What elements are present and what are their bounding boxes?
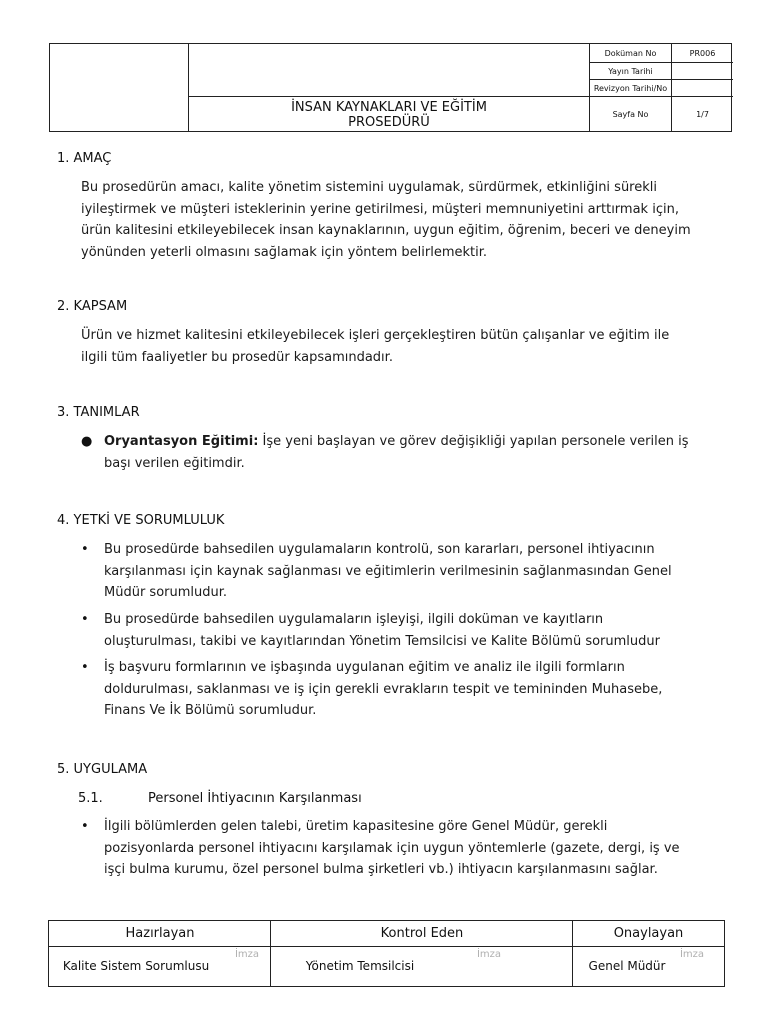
meta-label: Yayın Tarihi [590, 63, 672, 79]
text-line: karşılanması için kaynak sağlanması ve eğitimlerin verilmesinin sağlanmasından Genel [104, 563, 672, 579]
subsection-number: 5.1. [78, 791, 103, 806]
section-title-yetki: 4. YETKİ VE SORUMLULUK [57, 513, 225, 528]
bullet-icon: • [81, 819, 89, 834]
text-line: Bu prosedürün amacı, kalite yönetim sistemini uygulamak, sürdürmek, etkinliğini sürekli [81, 180, 657, 195]
section-body-amac [81, 177, 719, 263]
signature-name-controlled: Yönetim Temsilcisi [305, 959, 415, 973]
definition-line: başı verilen eğitimdir. [104, 455, 245, 471]
text-line: iyileştirmek ve müşteri isteklerinin yerine getirilmesi, müşteri memnuniyetini arttırmak için, [81, 201, 679, 217]
text-line: Bu prosedürde bahsedilen uygulamaların işleyişi, ilgili doküman ve kayıtların [104, 612, 604, 627]
document-meta [589, 44, 732, 132]
meta-label: Sayfa No [590, 97, 672, 132]
text-line: yönünden yeterli olmasını sağlamak için yöntem belirlemektir. [81, 244, 488, 260]
signature-header-prepared: Hazırlayan [125, 926, 195, 941]
title-line-2: PROSEDÜRÜ [348, 115, 430, 130]
document-header-table [49, 43, 732, 132]
text-line: İlgili bölümlerden gelen talebi, üretim kapasitesine göre Genel Müdür, gerekli [104, 819, 608, 834]
meta-value [672, 63, 733, 79]
signature-imza-label: İmza [476, 949, 502, 960]
definition-line [104, 431, 719, 453]
section-body-kapsam [81, 325, 719, 368]
definition-item [104, 431, 719, 474]
subsection-title: Personel İhtiyacının Karşılanması [148, 791, 362, 806]
signature-name-approved: Genel Müdür [588, 959, 666, 973]
text-line: oluşturulması, takibi ve kayıtlarından Yönetim Temsilcisi ve Kalite Bölümü sorumludur [104, 633, 660, 649]
meta-label: Doküman No [590, 44, 672, 62]
bullet-icon: • [81, 542, 89, 557]
bullet-icon: • [81, 660, 89, 675]
title-line-1: İNSAN KAYNAKLARI VE EĞİTİM [291, 100, 487, 115]
meta-row-revision [590, 80, 733, 97]
responsibility-item [104, 539, 719, 604]
meta-value: PR006 [689, 49, 716, 58]
signature-header-approved: Onaylayan [613, 926, 684, 941]
section-title-uygulama: 5. UYGULAMA [57, 762, 148, 777]
meta-row-document-no [590, 44, 733, 63]
text-line: Müdür sorumludur. [104, 585, 228, 600]
logo-cell [50, 44, 189, 132]
definition-term: Oryantasyon Eğitimi: [104, 434, 259, 449]
meta-value [672, 80, 733, 96]
meta-label: Revizyon Tarihi/No [590, 80, 672, 96]
text-line: İş başvuru formlarının ve işbaşında uygulanan eğitim ve analiz ile ilgili formların [104, 660, 625, 675]
text-line: doldurulması, saklanması ve iş için gerekli evrakların tespit ve temininden Muhasebe, [104, 681, 663, 697]
signature-name-prepared: Kalite Sistem Sorumlusu [62, 959, 210, 973]
signature-header-controlled: Kontrol Eden [380, 926, 464, 941]
section-title-tanimlar: 3. TANIMLAR [57, 405, 140, 420]
text-line: ilgili tüm faaliyetler bu prosedür kapsamındadır. [81, 349, 393, 365]
meta-value: 1/7 [696, 110, 709, 119]
text-line: Finans Ve İk Bölümü sorumludur. [104, 703, 317, 718]
responsibility-item [104, 657, 719, 722]
meta-row-page-no [590, 97, 733, 132]
text-line: pozisyonlarda personel ihtiyacını karşılamak için uygun yöntemlerle (gazete, dergi, iş ve [104, 840, 680, 856]
text-line: Ürün ve hizmet kalitesini etkileyebilecek işleri gerçekleştiren bütün çalışanlar ve eğitim ile [81, 328, 670, 343]
text-line: işçi bulma kurumu, özel personel bulma şirketleri vb.) ihtiyacın karşılanmasını sağlar. [104, 862, 658, 877]
document-title [189, 96, 589, 132]
text-line: ürün kalitesini etkileyebilecek insan kaynaklarının, uygun eğitim, öğrenim, beceri ve deneyim [81, 223, 691, 238]
responsibility-item [104, 609, 719, 652]
application-item [104, 816, 719, 881]
definition-text: İşe yeni başlayan ve görev değişikliği yapılan personele verilen iş [258, 434, 689, 449]
bullet-icon: • [81, 612, 89, 627]
bullet-icon: ● [81, 434, 93, 449]
meta-row-publish-date [590, 63, 733, 80]
signature-imza-label: İmza [679, 949, 705, 960]
text-line: Bu prosedürde bahsedilen uygulamaların kontrolü, son kararları, personel ihtiyacının [104, 542, 655, 557]
section-title-amac: 1. AMAÇ [57, 151, 112, 166]
section-title-kapsam: 2. KAPSAM [57, 299, 128, 314]
signature-imza-label: İmza [234, 949, 260, 960]
signature-table [48, 920, 725, 987]
